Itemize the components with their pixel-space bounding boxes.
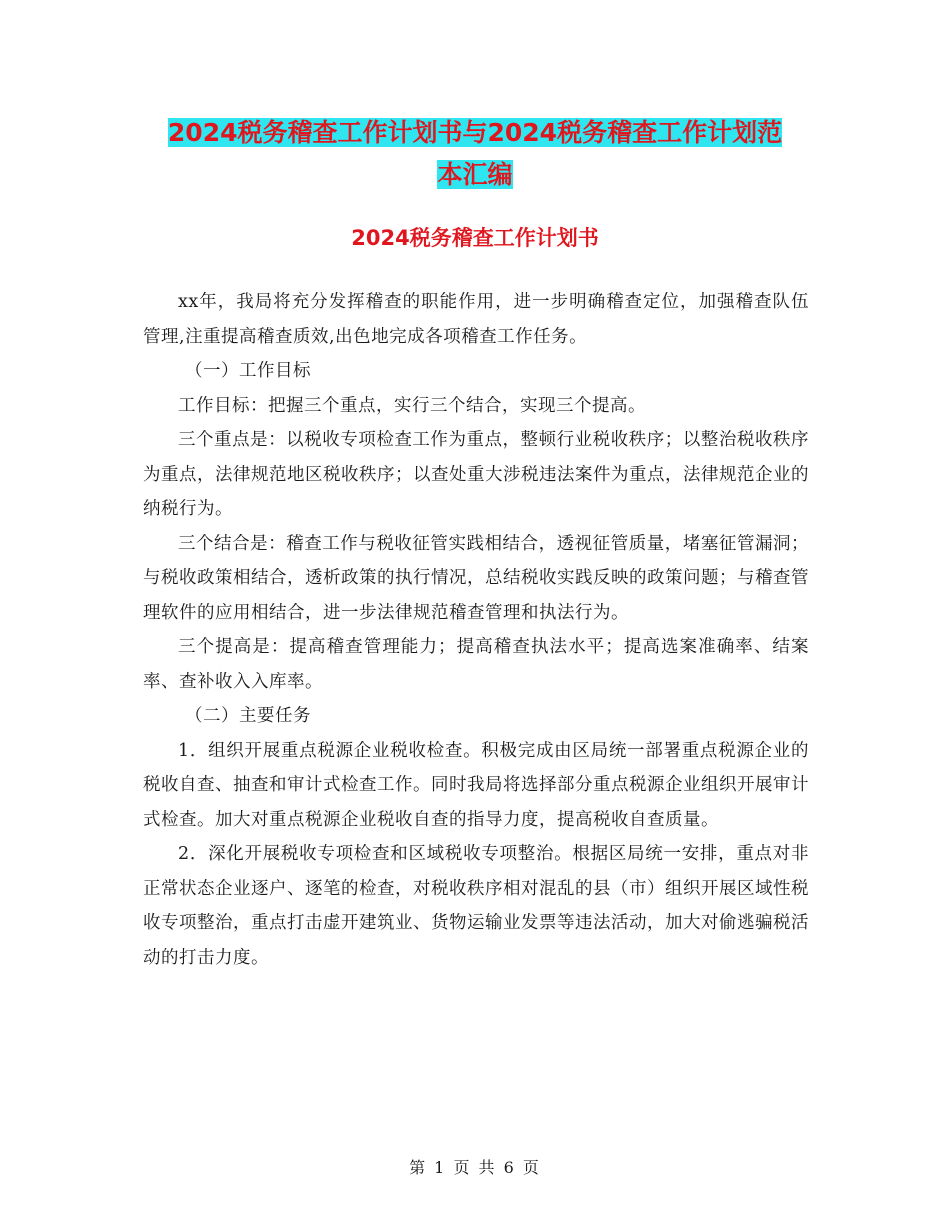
paragraph-task-1: 1．组织开展重点税源企业税收检查。积极完成由区局统一部署重点税源企业的税收自查、抽查和审计式检查工作。同时我局将选择部分重点税源企业组织开展审计式检查。加大对重点税源企业税收自查的指导力度，提高税收自查质量。: [143, 740, 809, 830]
paragraph-three-improvements: 三个提高是：提高稽查管理能力；提高稽查执法水平；提高选案准确率、结案率、查补收入入库率。: [143, 637, 809, 692]
section-title: 2024税务稽查工作计划书: [351, 226, 599, 250]
subheading-work-goals: （一）工作目标: [185, 361, 311, 381]
paragraph-intro: xx年，我局将充分发挥稽查的职能作用，进一步明确稽查定位，加强稽查队伍管理,注重提高稽查质效,出色地完成各项稽查工作任务。: [143, 292, 809, 347]
paragraph-three-combinations: 三个结合是：稽查工作与税收征管实践相结合，透视征管质量，堵塞征管漏洞；与税收政策相结合，透析政策的执行情况，总结税收实践反映的政策问题；与稽查管理软件的应用相结合，进一步法律规范稽查管理和执法行为。: [143, 533, 809, 623]
paragraph-goals: 工作目标：把握三个重点，实行三个结合，实现三个提高。: [178, 395, 646, 416]
document-title: [0, 112, 950, 196]
subheading-main-tasks: （二）主要任务: [185, 706, 311, 726]
document-title-line-1: 2024税务稽查工作计划书与2024税务稽查工作计划范: [167, 118, 783, 147]
paragraph-task-2: 2．深化开展税收专项检查和区域税收专项整治。根据区局统一安排，重点对非正常状态企业逐户、逐笔的检查，对税收秩序相对混乱的县（市）组织开展区域性税收专项整治，重点打击虚开建筑业、货物运输业发票等违法活动，加大对偷逃骗税活动的打击力度。: [143, 844, 809, 968]
page-footer: 第 1 页 共 6 页: [409, 1158, 541, 1177]
document-title-line-2: 本汇编: [437, 160, 513, 189]
document-body: [143, 285, 809, 975]
paragraph-three-focuses: 三个重点是：以税收专项检查工作为重点，整顿行业税收秩序；以整治税收秩序为重点，法律规范地区税收秩序；以查处重大涉税违法案件为重点，法律规范企业的纳税行为。: [143, 430, 809, 519]
